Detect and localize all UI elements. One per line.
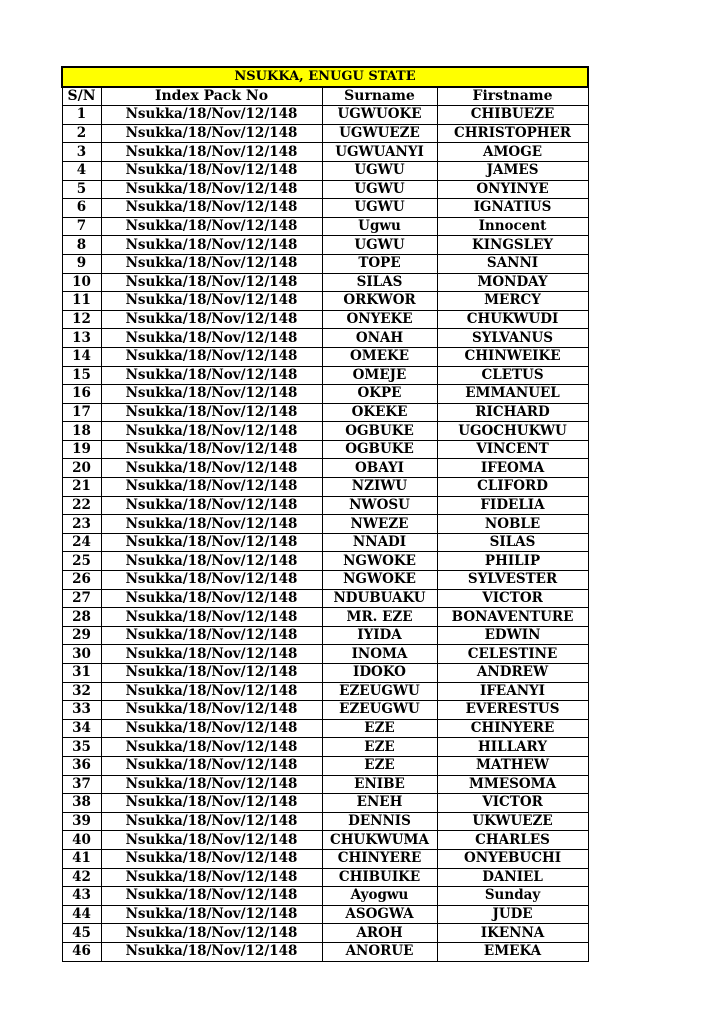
cell-firstname: EMMANUEL [437,385,588,404]
table-row [62,124,588,143]
cell-sn: 15 [62,366,101,385]
table-row [62,459,588,478]
cell-sn: 26 [62,571,101,590]
cell-index-pack-no: Nsukka/18/Nov/12/148 [101,106,322,125]
cell-surname: ENEH [322,794,437,813]
cell-index-pack-no: Nsukka/18/Nov/12/148 [101,775,322,794]
table-row [62,794,588,813]
cell-sn: 39 [62,812,101,831]
cell-surname: EZE [322,738,437,757]
header-firstname: Firstname [437,87,588,106]
table-row [62,292,588,311]
cell-firstname: CHIBUEZE [437,106,588,125]
cell-surname: SILAS [322,273,437,292]
cell-sn: 24 [62,533,101,552]
cell-index-pack-no: Nsukka/18/Nov/12/148 [101,217,322,236]
cell-surname: UGWU [322,161,437,180]
table-row [62,403,588,422]
table-row [62,924,588,943]
cell-index-pack-no: Nsukka/18/Nov/12/148 [101,533,322,552]
cell-surname: NDUBUAKU [322,589,437,608]
table-row [62,347,588,366]
cell-index-pack-no: Nsukka/18/Nov/12/148 [101,794,322,813]
cell-index-pack-no: Nsukka/18/Nov/12/148 [101,924,322,943]
table-row [62,106,588,125]
table-row [62,905,588,924]
cell-surname: ENIBE [322,775,437,794]
cell-index-pack-no: Nsukka/18/Nov/12/148 [101,887,322,906]
cell-surname: TOPE [322,254,437,273]
cell-sn: 22 [62,496,101,515]
cell-sn: 4 [62,161,101,180]
cell-surname: NNADI [322,533,437,552]
table-row [62,236,588,255]
cell-firstname: AMOGE [437,143,588,162]
cell-firstname: VICTOR [437,794,588,813]
table-row [62,738,588,757]
cell-firstname: CLETUS [437,366,588,385]
table-row [62,440,588,459]
cell-firstname: CELESTINE [437,645,588,664]
cell-sn: 35 [62,738,101,757]
cell-index-pack-no: Nsukka/18/Nov/12/148 [101,180,322,199]
cell-index-pack-no: Nsukka/18/Nov/12/148 [101,199,322,218]
cell-index-pack-no: Nsukka/18/Nov/12/148 [101,143,322,162]
cell-sn: 38 [62,794,101,813]
table-row [62,608,588,627]
cell-index-pack-no: Nsukka/18/Nov/12/148 [101,589,322,608]
cell-sn: 7 [62,217,101,236]
cell-firstname: IFEANYI [437,682,588,701]
cell-sn: 33 [62,701,101,720]
cell-firstname: IFEOMA [437,459,588,478]
cell-surname: NGWOKE [322,552,437,571]
cell-firstname: CLIFORD [437,478,588,497]
cell-index-pack-no: Nsukka/18/Nov/12/148 [101,812,322,831]
cell-firstname: JUDE [437,905,588,924]
table-row [62,422,588,441]
cell-firstname: IGNATIUS [437,199,588,218]
cell-firstname: Sunday [437,887,588,906]
cell-index-pack-no: Nsukka/18/Nov/12/148 [101,942,322,961]
cell-index-pack-no: Nsukka/18/Nov/12/148 [101,496,322,515]
cell-surname: AROH [322,924,437,943]
cell-sn: 21 [62,478,101,497]
cell-index-pack-no: Nsukka/18/Nov/12/148 [101,515,322,534]
cell-firstname: RICHARD [437,403,588,422]
cell-sn: 40 [62,831,101,850]
cell-surname: ANORUE [322,942,437,961]
cell-firstname: HILLARY [437,738,588,757]
table-row [62,682,588,701]
cell-firstname: Innocent [437,217,588,236]
cell-firstname: MONDAY [437,273,588,292]
cell-firstname: ONYEBUCHI [437,849,588,868]
cell-surname: EZEUGWU [322,682,437,701]
cell-index-pack-no: Nsukka/18/Nov/12/148 [101,552,322,571]
cell-sn: 41 [62,849,101,868]
cell-surname: INOMA [322,645,437,664]
cell-firstname: PHILIP [437,552,588,571]
cell-surname: Ugwu [322,217,437,236]
table-row [62,552,588,571]
cell-firstname: SYLVANUS [437,329,588,348]
cell-sn: 2 [62,124,101,143]
cell-firstname: KINGSLEY [437,236,588,255]
cell-sn: 27 [62,589,101,608]
cell-index-pack-no: Nsukka/18/Nov/12/148 [101,626,322,645]
cell-sn: 31 [62,664,101,683]
cell-sn: 9 [62,254,101,273]
table-row [62,478,588,497]
cell-index-pack-no: Nsukka/18/Nov/12/148 [101,292,322,311]
cell-index-pack-no: Nsukka/18/Nov/12/148 [101,254,322,273]
table-row [62,385,588,404]
cell-surname: UGWU [322,199,437,218]
cell-surname: IDOKO [322,664,437,683]
cell-firstname: CHINYERE [437,719,588,738]
cell-surname: OGBUKE [322,422,437,441]
table-row [62,942,588,961]
cell-surname: NGWOKE [322,571,437,590]
cell-firstname: UGOCHUKWU [437,422,588,441]
cell-firstname: EVERESTUS [437,701,588,720]
header-surname: Surname [322,87,437,106]
cell-sn: 3 [62,143,101,162]
cell-sn: 45 [62,924,101,943]
table-row [62,887,588,906]
cell-surname: EZE [322,719,437,738]
cell-firstname: BONAVENTURE [437,608,588,627]
table-row [62,571,588,590]
cell-surname: UGWUOKE [322,106,437,125]
table-row [62,329,588,348]
cell-surname: DENNIS [322,812,437,831]
cell-sn: 28 [62,608,101,627]
cell-sn: 18 [62,422,101,441]
table-row [62,849,588,868]
cell-sn: 20 [62,459,101,478]
table-row [62,217,588,236]
cell-firstname: FIDELIA [437,496,588,515]
cell-index-pack-no: Nsukka/18/Nov/12/148 [101,273,322,292]
table-row [62,812,588,831]
cell-surname: ONAH [322,329,437,348]
cell-surname: CHINYERE [322,849,437,868]
cell-index-pack-no: Nsukka/18/Nov/12/148 [101,478,322,497]
cell-sn: 30 [62,645,101,664]
cell-sn: 5 [62,180,101,199]
cell-surname: CHUKWUMA [322,831,437,850]
table-row [62,664,588,683]
header-index-pack-no: Index Pack No [101,87,322,106]
table-row [62,161,588,180]
cell-index-pack-no: Nsukka/18/Nov/12/148 [101,403,322,422]
table-row [62,310,588,329]
cell-index-pack-no: Nsukka/18/Nov/12/148 [101,329,322,348]
cell-sn: 32 [62,682,101,701]
cell-index-pack-no: Nsukka/18/Nov/12/148 [101,868,322,887]
cell-index-pack-no: Nsukka/18/Nov/12/148 [101,347,322,366]
cell-firstname: MMESOMA [437,775,588,794]
cell-firstname: VINCENT [437,440,588,459]
cell-surname: UGWUANYI [322,143,437,162]
cell-firstname: NOBLE [437,515,588,534]
cell-index-pack-no: Nsukka/18/Nov/12/148 [101,440,322,459]
table-row [62,719,588,738]
table-row [62,626,588,645]
cell-index-pack-no: Nsukka/18/Nov/12/148 [101,422,322,441]
cell-surname: CHIBUIKE [322,868,437,887]
cell-firstname: VICTOR [437,589,588,608]
cell-index-pack-no: Nsukka/18/Nov/12/148 [101,682,322,701]
cell-index-pack-no: Nsukka/18/Nov/12/148 [101,608,322,627]
cell-sn: 42 [62,868,101,887]
table-row [62,366,588,385]
cell-surname: NWOSU [322,496,437,515]
cell-surname: IYIDA [322,626,437,645]
cell-firstname: EMEKA [437,942,588,961]
cell-index-pack-no: Nsukka/18/Nov/12/148 [101,571,322,590]
cell-index-pack-no: Nsukka/18/Nov/12/148 [101,366,322,385]
cell-index-pack-no: Nsukka/18/Nov/12/148 [101,459,322,478]
cell-firstname: CHINWEIKE [437,347,588,366]
cell-index-pack-no: Nsukka/18/Nov/12/148 [101,756,322,775]
table-row [62,756,588,775]
table-row [62,701,588,720]
table-row [62,533,588,552]
title-row [62,67,588,87]
cell-index-pack-no: Nsukka/18/Nov/12/148 [101,310,322,329]
cell-firstname: EDWIN [437,626,588,645]
cell-sn: 37 [62,775,101,794]
cell-sn: 36 [62,756,101,775]
cell-firstname: MERCY [437,292,588,311]
cell-firstname: UKWUEZE [437,812,588,831]
cell-surname: UGWU [322,180,437,199]
cell-surname: OGBUKE [322,440,437,459]
cell-surname: NZIWU [322,478,437,497]
table-row [62,645,588,664]
cell-firstname: DANIEL [437,868,588,887]
sheet-title: NSUKKA, ENUGU STATE [62,67,588,87]
cell-surname: ASOGWA [322,905,437,924]
cell-surname: ONYEKE [322,310,437,329]
cell-firstname: SYLVESTER [437,571,588,590]
cell-surname: EZEUGWU [322,701,437,720]
header-row [62,87,588,106]
cell-surname: Ayogwu [322,887,437,906]
cell-surname: UGWU [322,236,437,255]
table-row [62,515,588,534]
cell-firstname: CHARLES [437,831,588,850]
cell-sn: 11 [62,292,101,311]
cell-sn: 25 [62,552,101,571]
cell-firstname: MATHEW [437,756,588,775]
cell-sn: 19 [62,440,101,459]
cell-surname: OMEJE [322,366,437,385]
cell-index-pack-no: Nsukka/18/Nov/12/148 [101,236,322,255]
cell-firstname: CHUKWUDI [437,310,588,329]
cell-index-pack-no: Nsukka/18/Nov/12/148 [101,719,322,738]
cell-index-pack-no: Nsukka/18/Nov/12/148 [101,849,322,868]
cell-sn: 16 [62,385,101,404]
cell-index-pack-no: Nsukka/18/Nov/12/148 [101,905,322,924]
cell-index-pack-no: Nsukka/18/Nov/12/148 [101,161,322,180]
cell-firstname: JAMES [437,161,588,180]
cell-sn: 17 [62,403,101,422]
table-row [62,496,588,515]
cell-sn: 12 [62,310,101,329]
table-row [62,868,588,887]
cell-firstname: IKENNA [437,924,588,943]
cell-index-pack-no: Nsukka/18/Nov/12/148 [101,124,322,143]
cell-firstname: ANDREW [437,664,588,683]
cell-firstname: ONYINYE [437,180,588,199]
cell-sn: 43 [62,887,101,906]
header-sn: S/N [62,87,101,106]
cell-index-pack-no: Nsukka/18/Nov/12/148 [101,664,322,683]
cell-surname: UGWUEZE [322,124,437,143]
cell-sn: 13 [62,329,101,348]
cell-sn: 44 [62,905,101,924]
cell-index-pack-no: Nsukka/18/Nov/12/148 [101,701,322,720]
cell-surname: NWEZE [322,515,437,534]
cell-sn: 8 [62,236,101,255]
cell-sn: 29 [62,626,101,645]
cell-surname: OMEKE [322,347,437,366]
cell-sn: 1 [62,106,101,125]
table-row [62,143,588,162]
table-row [62,831,588,850]
cell-surname: EZE [322,756,437,775]
roster-table [61,66,589,962]
cell-index-pack-no: Nsukka/18/Nov/12/148 [101,831,322,850]
cell-surname: ORKWOR [322,292,437,311]
cell-surname: OKEKE [322,403,437,422]
cell-sn: 46 [62,942,101,961]
cell-firstname: SILAS [437,533,588,552]
table-row [62,589,588,608]
table-row [62,273,588,292]
table-row [62,180,588,199]
cell-sn: 23 [62,515,101,534]
table-row [62,775,588,794]
cell-sn: 34 [62,719,101,738]
cell-surname: OKPE [322,385,437,404]
cell-firstname: SANNI [437,254,588,273]
cell-index-pack-no: Nsukka/18/Nov/12/148 [101,385,322,404]
cell-index-pack-no: Nsukka/18/Nov/12/148 [101,645,322,664]
cell-sn: 10 [62,273,101,292]
cell-firstname: CHRISTOPHER [437,124,588,143]
cell-sn: 6 [62,199,101,218]
table-row [62,254,588,273]
cell-sn: 14 [62,347,101,366]
cell-surname: MR. EZE [322,608,437,627]
cell-surname: OBAYI [322,459,437,478]
cell-index-pack-no: Nsukka/18/Nov/12/148 [101,738,322,757]
table-row [62,199,588,218]
